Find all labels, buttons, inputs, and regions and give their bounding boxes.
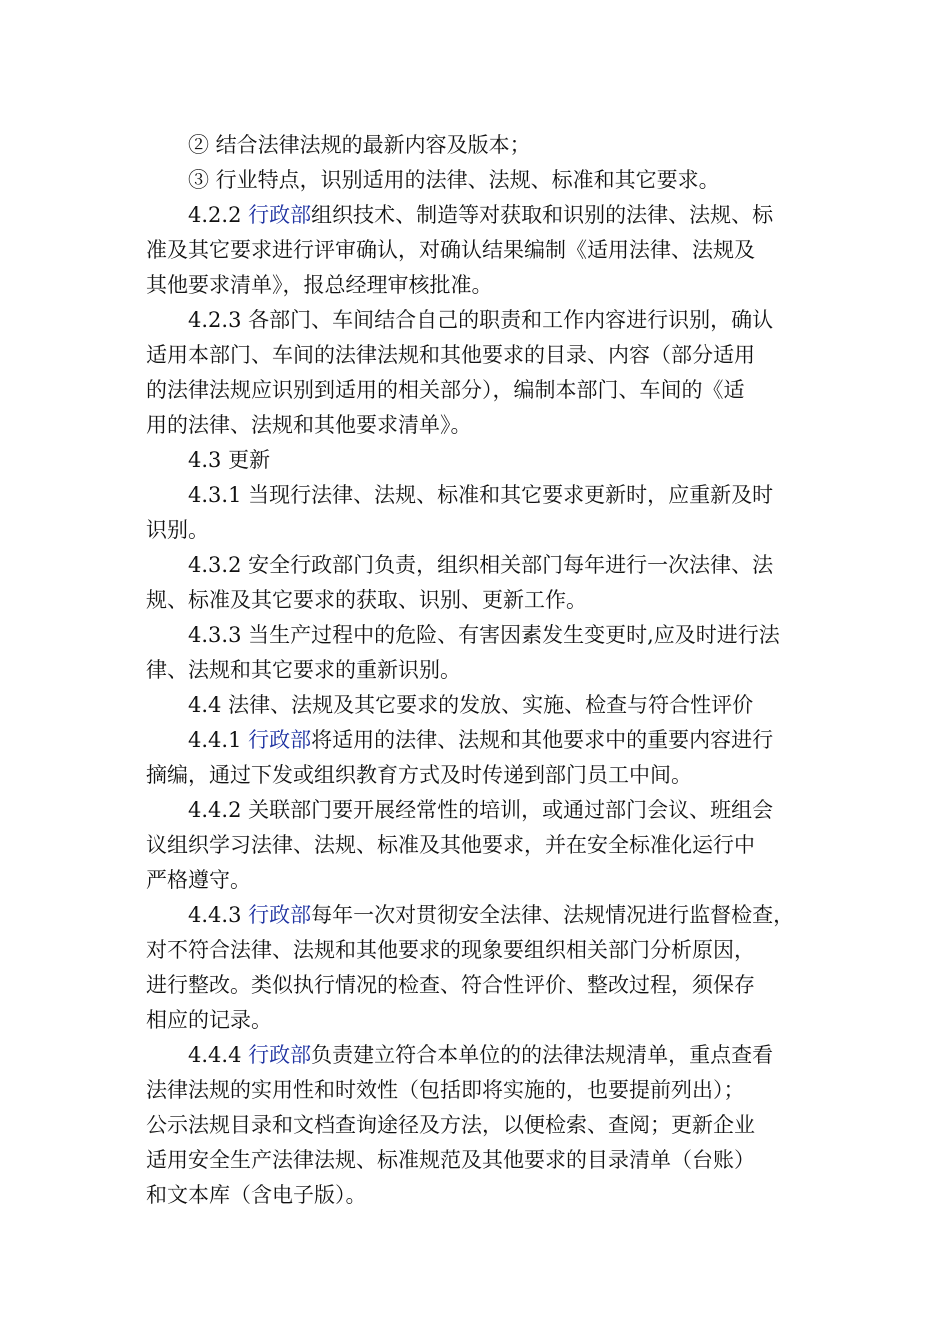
department-name: 行政部 bbox=[248, 728, 312, 752]
clause-number: 4.4.3 bbox=[188, 903, 242, 927]
text-segment: 每年一次对贯彻安全法律、法规情况进行监督检查， bbox=[311, 903, 795, 927]
text-line: 的法律法规应识别到适用的相关部分），编制本部门、车间的《适 bbox=[146, 378, 745, 402]
text-line: 4.4 法律、法规及其它要求的发放、实施、检查与符合性评价 bbox=[188, 693, 754, 717]
department-name: 行政部 bbox=[248, 903, 312, 927]
paragraph-4-2-3 bbox=[146, 303, 806, 443]
text-line: 律、法规和其它要求的重新识别。 bbox=[146, 658, 461, 682]
text-segment: 将适用的法律、法规和其他要求中的重要内容进行 bbox=[311, 728, 774, 752]
paragraph-4-4-2 bbox=[146, 793, 806, 898]
department-name: 行政部 bbox=[248, 203, 312, 227]
text-line: 适用本部门、车间的法律法规和其他要求的目录、内容（部分适用 bbox=[146, 343, 755, 367]
text-line: 议组织学习法律、法规、标准及其他要求，并在安全标准化运行中 bbox=[146, 833, 755, 857]
text-segment: 负责建立符合本单位的的法律法规清单，重点查看 bbox=[311, 1043, 774, 1067]
paragraph-1 bbox=[146, 128, 806, 163]
document-body bbox=[146, 128, 806, 1213]
text-line: 4.3 更新 bbox=[188, 448, 271, 472]
clause-number: 4.4.4 bbox=[188, 1043, 242, 1067]
clause-number: 4.2.2 bbox=[188, 203, 242, 227]
text-line: 识别。 bbox=[146, 518, 209, 542]
paragraph-4-3-1 bbox=[146, 478, 806, 548]
text-line: 严格遵守。 bbox=[146, 868, 251, 892]
text-line: 用的法律、法规和其他要求清单》。 bbox=[146, 413, 472, 437]
clause-number: 4.4.1 bbox=[188, 728, 242, 752]
paragraph-4-4-3 bbox=[146, 898, 806, 1038]
section-heading-4-3 bbox=[146, 443, 806, 478]
paragraph-4-4-4 bbox=[146, 1038, 806, 1213]
text-line: 规、标准及其它要求的获取、识别、更新工作。 bbox=[146, 588, 587, 612]
paragraph-2 bbox=[146, 163, 806, 198]
text-line: 进行整改。类似执行情况的检查、符合性评价、整改过程，须保存 bbox=[146, 973, 755, 997]
text-line bbox=[146, 1038, 806, 1073]
text-line: ③ 行业特点，识别适用的法律、法规、标准和其它要求。 bbox=[188, 168, 720, 192]
text-line: 其他要求清单》，报总经理审核批准。 bbox=[146, 273, 493, 297]
paragraph-4-3-2 bbox=[146, 548, 806, 618]
text-line: 4.3.3 当生产过程中的危险、有害因素发生变更时,应及时进行法 bbox=[188, 623, 780, 647]
text-line: 和文本库（含电子版）。 bbox=[146, 1183, 367, 1207]
text-line: 公示法规目录和文档查询途径及方法，以便检索、查阅；更新企业 bbox=[146, 1113, 755, 1137]
text-line: 相应的记录。 bbox=[146, 1008, 272, 1032]
section-heading-4-4 bbox=[146, 688, 806, 723]
paragraph-4-4-1 bbox=[146, 723, 806, 793]
text-line: 4.3.2 安全行政部门负责，组织相关部门每年进行一次法律、法 bbox=[188, 553, 774, 577]
text-line: 准及其它要求进行评审确认，对确认结果编制《适用法律、法规及 bbox=[146, 238, 755, 262]
text-line: ② 结合法律法规的最新内容及版本； bbox=[188, 133, 531, 157]
text-line: 适用安全生产法律法规、标准规范及其他要求的目录清单（台账） bbox=[146, 1148, 755, 1172]
text-line bbox=[146, 723, 806, 758]
paragraph-4-3-3 bbox=[146, 618, 806, 688]
text-segment: 组织技术、制造等对获取和识别的法律、法规、标 bbox=[311, 203, 774, 227]
text-line: 法律法规的实用性和时效性（包括即将实施的，也要提前列出）； bbox=[146, 1078, 745, 1102]
text-line bbox=[146, 198, 806, 233]
paragraph-4-2-2 bbox=[146, 198, 806, 303]
text-line: 4.4.2 关联部门要开展经常性的培训，或通过部门会议、班组会 bbox=[188, 798, 774, 822]
department-name: 行政部 bbox=[248, 1043, 312, 1067]
text-line: 4.2.3 各部门、车间结合自己的职责和工作内容进行识别，确认 bbox=[188, 308, 774, 332]
text-line: 对不符合法律、法规和其他要求的现象要组织相关部门分析原因， bbox=[146, 938, 755, 962]
text-line bbox=[146, 898, 806, 933]
text-line: 摘编，通过下发或组织教育方式及时传递到部门员工中间。 bbox=[146, 763, 692, 787]
text-line: 4.3.1 当现行法律、法规、标准和其它要求更新时，应重新及时 bbox=[188, 483, 774, 507]
